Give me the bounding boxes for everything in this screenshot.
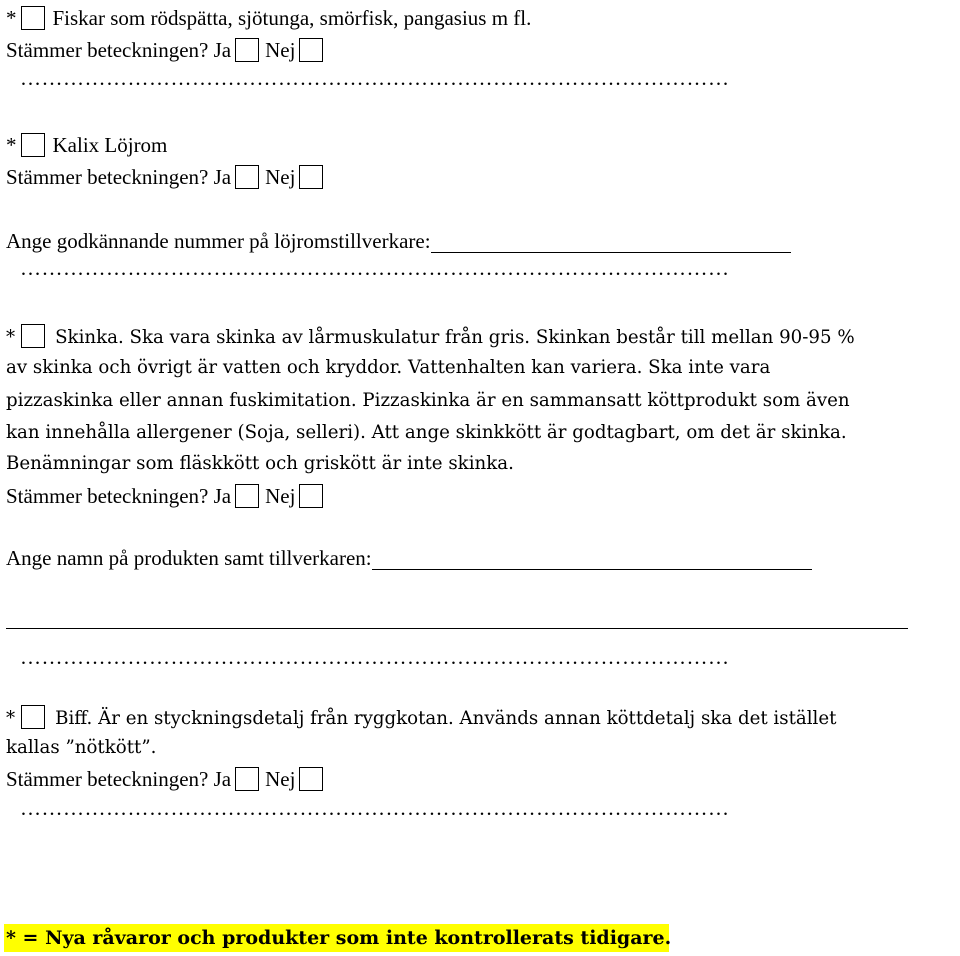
skinka-desc-line: kan innehålla allergener (Soja, selleri). Att ange skinkkött är godtagbart, om det är skinka. bbox=[6, 422, 847, 443]
skinka-comment-dots[interactable]: ……………………………………………………………………………………… bbox=[20, 645, 730, 669]
fish-item-row bbox=[6, 6, 531, 30]
skinka-product-field[interactable] bbox=[372, 549, 812, 570]
kalix-nej-label: Nej bbox=[265, 165, 296, 189]
kalix-ask-label: Ange godkännande nummer på löjromstillverkare: bbox=[6, 229, 431, 253]
biff-checkbox[interactable] bbox=[21, 705, 45, 729]
fish-nej-checkbox[interactable] bbox=[299, 38, 323, 62]
biff-question: Stämmer beteckningen? Ja bbox=[6, 767, 232, 791]
kalix-ask-row bbox=[6, 229, 791, 253]
kalix-nej-checkbox[interactable] bbox=[299, 165, 323, 189]
kalix-question-row bbox=[6, 165, 329, 189]
skinka-question-row bbox=[6, 484, 329, 508]
biff-comment-dots[interactable]: ……………………………………………………………………………………… bbox=[20, 796, 730, 820]
kalix-checkbox[interactable] bbox=[21, 133, 45, 157]
fish-question: Stämmer beteckningen? Ja bbox=[6, 38, 232, 62]
fish-title: Fiskar som rödspätta, sjötunga, smörfisk, pangasius m fl. bbox=[52, 6, 532, 30]
kalix-item-row bbox=[6, 133, 167, 157]
skinka-ask-row bbox=[6, 546, 812, 570]
biff-nej-label: Nej bbox=[265, 767, 296, 791]
fish-comment-dots[interactable]: ……………………………………………………………………………………… bbox=[20, 66, 730, 90]
skinka-item-row bbox=[6, 324, 855, 350]
kalix-ja-checkbox[interactable] bbox=[235, 165, 259, 189]
kalix-comment-dots[interactable]: ……………………………………………………………………………………… bbox=[20, 256, 730, 280]
kalix-question: Stämmer beteckningen? Ja bbox=[6, 165, 232, 189]
asterisk-marker: * bbox=[6, 6, 17, 30]
skinka-desc-line: pizzaskinka eller annan fuskimitation. Pizzaskinka är en sammansatt köttprodukt som även bbox=[6, 390, 850, 411]
skinka-ask-label: Ange namn på produkten samt tillverkaren: bbox=[6, 546, 372, 570]
biff-title: Biff. Är en styckningsdetalj från ryggkotan. Används annan köttdetalj ska det istället bbox=[55, 708, 837, 729]
skinka-answer-rule[interactable] bbox=[6, 628, 908, 629]
skinka-nej-checkbox[interactable] bbox=[299, 484, 323, 508]
fish-nej-label: Nej bbox=[265, 38, 296, 62]
fish-ja-checkbox[interactable] bbox=[235, 38, 259, 62]
biff-question-row bbox=[6, 767, 329, 791]
fish-checkbox[interactable] bbox=[21, 6, 45, 30]
skinka-checkbox[interactable] bbox=[21, 324, 45, 348]
skinka-desc-line: Benämningar som fläskkött och griskött är inte skinka. bbox=[6, 453, 514, 474]
asterisk-marker: * bbox=[6, 327, 16, 348]
skinka-question: Stämmer beteckningen? Ja bbox=[6, 484, 232, 508]
biff-nej-checkbox[interactable] bbox=[299, 767, 323, 791]
skinka-desc-line: av skinka och övrigt är vatten och kryddor. Vattenhalten kan variera. Ska inte vara bbox=[6, 357, 771, 378]
biff-desc-line: kallas ”nötkött”. bbox=[6, 737, 157, 758]
footer-legend: * = Nya råvaror och produkter som inte kontrollerats tidigare. bbox=[4, 924, 669, 952]
skinka-title: Skinka. Ska vara skinka av lårmuskulatur från gris. Skinkan består till mellan 90-95 % bbox=[55, 327, 855, 348]
asterisk-marker: * bbox=[6, 708, 16, 729]
kalix-approval-number-field[interactable] bbox=[431, 232, 791, 253]
kalix-title: Kalix Löjrom bbox=[52, 133, 168, 157]
skinka-ja-checkbox[interactable] bbox=[235, 484, 259, 508]
biff-ja-checkbox[interactable] bbox=[235, 767, 259, 791]
biff-item-row bbox=[6, 705, 836, 731]
fish-question-row bbox=[6, 38, 329, 62]
asterisk-marker: * bbox=[6, 133, 17, 157]
skinka-nej-label: Nej bbox=[265, 484, 296, 508]
